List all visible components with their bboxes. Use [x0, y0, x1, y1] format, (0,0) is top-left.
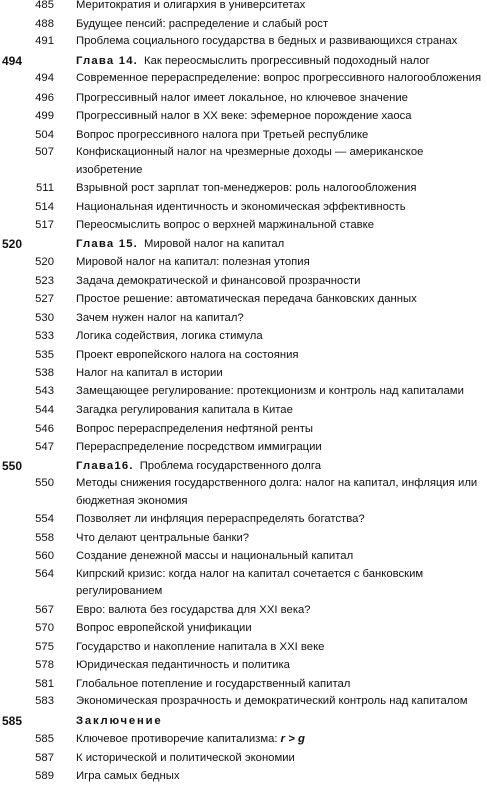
toc-entry[interactable] — [0, 198, 487, 217]
page-number: 558 — [35, 531, 54, 544]
page-number: 547 — [35, 441, 54, 453]
chapter-page-number: 520 — [2, 236, 23, 251]
toc-entry[interactable] — [0, 730, 487, 749]
section-title — [76, 290, 483, 309]
page-number: 581 — [35, 677, 54, 690]
page-number: 520 — [35, 256, 54, 268]
chapter-heading[interactable] — [0, 52, 487, 71]
section-title — [76, 126, 483, 145]
section-title-text: Евро: валюта без государства для XXI века? — [76, 603, 311, 616]
toc-entry[interactable] — [0, 179, 487, 198]
chapter-title-line — [76, 235, 483, 254]
section-title — [76, 383, 483, 401]
toc-entry[interactable] — [0, 619, 487, 638]
section-title — [76, 693, 483, 711]
page-number: 507 — [35, 146, 54, 158]
chapter-title-line — [76, 52, 483, 71]
toc-entry[interactable] — [0, 420, 487, 439]
section-title-text: Национальная идентичность и экономическая эффективность — [76, 200, 406, 213]
section-title — [76, 364, 483, 383]
chapter-page-number: 494 — [2, 53, 23, 68]
section-title — [76, 510, 483, 529]
section-title-text: Методы снижения государственного долга: налог на капитал, инфляция или бюджетная экономия — [76, 477, 478, 507]
page-number: 530 — [35, 311, 54, 324]
page-number: 499 — [35, 110, 54, 122]
toc-entry[interactable] — [0, 0, 487, 15]
section-title — [76, 420, 483, 439]
page-number: 570 — [35, 622, 54, 634]
page-number: 494 — [35, 72, 54, 84]
chapter-title: Мировой налог на капитал — [144, 237, 285, 250]
toc-entry[interactable] — [0, 383, 487, 402]
section-title-text: К исторической и политической экономии — [76, 751, 295, 764]
toc-entry[interactable] — [0, 290, 487, 309]
page-number: 511 — [35, 182, 54, 194]
section-title-text: Загадка регулирования капитала в Китае — [76, 404, 293, 416]
section-title-text: Простое решение: автоматическая передача банковских данных — [76, 293, 417, 305]
section-title — [76, 0, 483, 15]
section-title — [76, 89, 483, 108]
chapter-label: Глава 15. — [76, 237, 139, 250]
section-title-text: Вопрос европейской унификации — [76, 622, 252, 634]
toc-entry[interactable] — [0, 693, 487, 712]
page-number: 543 — [35, 384, 54, 397]
section-title — [76, 730, 483, 749]
toc-entry[interactable] — [0, 309, 487, 328]
section-title-text: Конфискационный налог на чрезмерные доходы — американское изобретение — [76, 146, 424, 176]
section-title-text: Мировой налог на капитал: полезная утопия — [76, 256, 310, 268]
section-title — [76, 601, 483, 620]
toc-entry[interactable] — [0, 70, 487, 89]
section-title-text: Глобальное потепление и государственный капитал — [76, 677, 351, 690]
toc-entry[interactable] — [0, 475, 487, 510]
section-title — [76, 33, 483, 51]
page-number: 517 — [35, 219, 54, 231]
toc-entry[interactable] — [0, 253, 487, 272]
section-title — [76, 767, 483, 786]
section-title — [76, 253, 483, 272]
chapter-title: Как переосмыслить прогрессивный подоходный налог — [144, 54, 430, 67]
toc-entry[interactable] — [0, 15, 487, 34]
section-title — [76, 475, 483, 510]
chapter-label: Заключение — [76, 714, 163, 727]
page-number: 533 — [35, 330, 54, 342]
section-title — [76, 401, 483, 420]
page-number: 485 — [35, 0, 54, 11]
toc-entry[interactable] — [0, 438, 487, 457]
toc-entry[interactable] — [0, 346, 487, 365]
section-title-text: Вопрос прогрессивного налога при Третьей республике — [76, 128, 369, 141]
section-title-text: Взрывной рост зарплат топ-менеджеров: роль налогообложения — [76, 182, 417, 194]
section-title-text: Создание денежной массы и национальный капитал — [76, 550, 354, 562]
section-title — [76, 179, 483, 198]
section-title — [76, 70, 483, 88]
toc-entry[interactable] — [0, 767, 487, 786]
section-title — [76, 346, 483, 365]
page-number: 514 — [35, 200, 54, 213]
section-title-text: Юридическая педантичность и политика — [76, 659, 290, 671]
page-number: 589 — [35, 770, 54, 782]
chapter-title-line — [76, 712, 483, 731]
page-number: 578 — [35, 659, 54, 671]
section-title-text: Современное перераспределение: вопрос прогрессивного налогообложения — [76, 72, 482, 84]
page-number: 550 — [35, 477, 54, 489]
chapter-heading[interactable] — [0, 235, 487, 254]
section-title-text: Что делают центральные банки? — [76, 531, 250, 544]
toc-entry[interactable] — [0, 89, 487, 108]
section-title-text: Замещающее регулирование: протекционизм и контроль над капиталами — [76, 384, 464, 397]
page-number: 564 — [35, 567, 54, 580]
section-title-text: Задача демократической и финансовой прозрачности — [76, 274, 361, 287]
toc-entry[interactable] — [0, 529, 487, 548]
section-title-text: Государство и накопление напитала в XXI веке — [76, 640, 325, 653]
toc-entry[interactable] — [0, 547, 487, 566]
toc-entry[interactable] — [0, 33, 487, 52]
chapter-label: Глава 14. — [76, 54, 139, 67]
section-title — [76, 529, 483, 548]
chapter-heading[interactable] — [0, 712, 487, 731]
toc-entry[interactable] — [0, 749, 487, 768]
page-number: 504 — [35, 128, 54, 141]
section-title — [76, 15, 483, 34]
section-title — [76, 272, 483, 291]
toc-entry[interactable] — [0, 327, 487, 346]
section-title — [76, 566, 483, 601]
section-title — [76, 547, 483, 566]
page-number: 544 — [35, 404, 54, 416]
section-title — [76, 749, 483, 768]
section-title — [76, 656, 483, 675]
section-title-text: Переосмыслить вопрос о верхней маржинальной ставке — [76, 219, 375, 231]
page-number: 585 — [35, 733, 54, 745]
chapter-heading[interactable] — [0, 457, 487, 476]
page-number: 567 — [35, 603, 54, 616]
section-title-text: Проект европейского налога на состояния — [76, 348, 299, 361]
section-title-text: Прогрессивный налог имеет локальное, но ключевое значение — [76, 91, 408, 104]
page-number: 535 — [35, 348, 54, 361]
section-title — [76, 327, 483, 346]
toc-entry[interactable] — [0, 272, 487, 291]
section-title — [76, 216, 483, 235]
page-number: 554 — [35, 513, 54, 525]
section-title-text: Будущее пенсий: распределение и слабый рост — [76, 17, 329, 30]
section-title — [76, 619, 483, 638]
toc-entry[interactable] — [0, 638, 487, 657]
page-number: 587 — [35, 751, 54, 764]
page-number: 583 — [35, 695, 54, 707]
toc-entry[interactable] — [0, 566, 487, 601]
page-number: 488 — [35, 17, 54, 30]
toc-entry[interactable] — [0, 144, 487, 179]
section-title-text: Экономическая прозрачность и демократический контроль над капиталом — [76, 695, 468, 707]
toc-entry[interactable] — [0, 656, 487, 675]
section-title-text: Перераспределение посредством иммиграции — [76, 441, 322, 453]
page-number: 523 — [35, 274, 54, 287]
section-title — [76, 675, 483, 694]
section-title-text: Вопрос перераспределения нефтяной ренты — [76, 422, 314, 435]
chapter-page-number: 550 — [2, 458, 23, 473]
page-number: 560 — [35, 550, 54, 562]
section-title-text: Проблема социального государства в бедных и развивающихся странах — [76, 35, 458, 47]
page-number: 546 — [35, 422, 54, 435]
section-title-text: Логика содействия, логика стимула — [76, 330, 263, 342]
page-number: 527 — [35, 293, 54, 305]
toc-entry[interactable] — [0, 364, 487, 383]
toc-entry[interactable] — [0, 401, 487, 420]
formula: r > g — [280, 733, 305, 745]
toc-entry[interactable] — [0, 216, 487, 235]
page-number: 575 — [35, 640, 54, 653]
section-title-text: Зачем нужен налог на капитал? — [76, 311, 244, 324]
section-title-text: Ключевое противоречие капитализма: — [76, 733, 278, 745]
chapter-label: Глава16. — [76, 459, 134, 472]
section-title — [76, 438, 483, 457]
section-title-text: Позволяет ли инфляция перераспределять богатства? — [76, 513, 365, 525]
page-number: 491 — [35, 35, 54, 47]
section-title-text: Кипрский кризис: когда налог на капитал сочетается с банковским регулированием — [76, 567, 424, 597]
toc-entry[interactable] — [0, 601, 487, 620]
section-title-text: Игра самых бедных — [76, 770, 180, 782]
chapter-title: Проблема государственного долга — [139, 459, 322, 472]
chapter-page-number: 585 — [2, 713, 23, 728]
section-title — [76, 144, 483, 179]
section-title-text: Прогрессивный налог в XX веке: эфемерное порождение хаоса — [76, 110, 412, 122]
page-number: 538 — [35, 367, 54, 379]
chapter-title-line — [76, 457, 483, 476]
toc-entry[interactable] — [0, 126, 487, 145]
toc-entry[interactable] — [0, 510, 487, 529]
section-title — [76, 638, 483, 657]
page-number: 496 — [35, 91, 54, 104]
section-title — [76, 198, 483, 217]
section-title — [76, 309, 483, 328]
toc-entry[interactable] — [0, 675, 487, 694]
section-title — [76, 107, 483, 126]
section-title-text: Налог на капитал в истории — [76, 367, 223, 379]
section-title-text: Меритократия и олигархия в университетах — [76, 0, 306, 11]
toc-entry[interactable] — [0, 107, 487, 126]
